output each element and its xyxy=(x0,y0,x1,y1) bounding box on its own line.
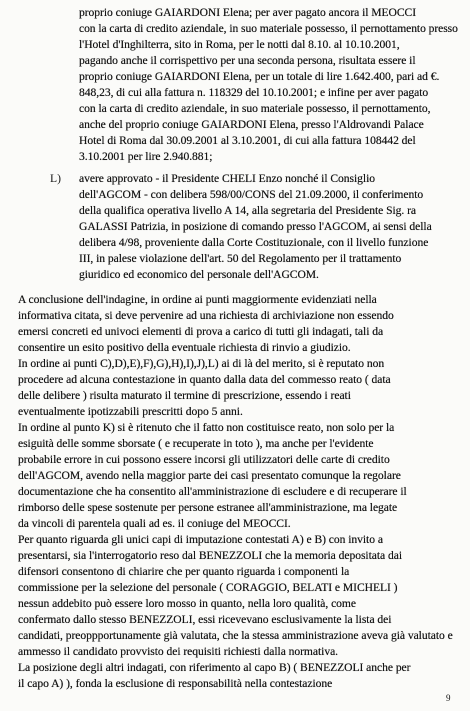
text-line: proprio coniuge GAIARDONI Elena, per un totale di lire 1.642.400, pari ad €. xyxy=(79,70,440,83)
text-line: eventualmente ipotizzabili prescritti dopo 5 anni. xyxy=(18,405,243,418)
text-line: dell'AGCOM, avendo nella maggior parte dei casi presentato comunque la regolare xyxy=(18,469,401,482)
text-line: La posizione degli altri indagati, con riferimento al capo B) ( BENEZZOLI anche per xyxy=(18,661,411,674)
text-line: da vincoli di parentela quali ad es. il coniuge del MEOCCI. xyxy=(18,517,291,530)
text-line: emersi concreti ed univoci elementi di prova a carico di tutti gli indagati, tali da xyxy=(18,325,384,338)
page-number: 9 xyxy=(446,693,451,703)
text-line: Hotel di Roma dal 30.09.2001 al 3.10.2001, di cui alla fattura 108442 del xyxy=(79,134,416,147)
text-line: A conclusione dell'indagine, in ordine ai punti maggiormente evidenziati nella xyxy=(18,293,377,306)
text-line: difensori consentono di chiarire che per quanto riguarda i componenti la xyxy=(18,565,350,578)
text-line: giuridico ed economico del personale dell'AGCOM. xyxy=(79,268,319,281)
text-line: consentire un esito positivo della eventuale richiesta di rinvio a giudizio. xyxy=(18,341,351,354)
text-line: candidati, preoppportunamente già valutata, che la stessa amministrazione aveva già valutato e xyxy=(18,629,453,642)
text-line: delibera 4/98, proveniente dalla Corte Costituzionale, con il livello funzione xyxy=(79,236,429,249)
text-line: GALASSI Patrizia, in posizione di comando presso l'AGCOM, ai sensi della xyxy=(79,220,432,233)
text-line: confermato dallo stesso BENEZZOLI, essi ricevevano esclusivamente la lista dei xyxy=(18,613,392,626)
text-line: ammesso il candidato provvisto dei requisiti richiesti dalla normativa. xyxy=(18,645,339,658)
text-line: 848,23, di cui alla fattura n. 118329 del 10.10.2001; e infine per aver pagato xyxy=(79,86,429,99)
text-line: commissione per la selezione del personale ( CORAGGIO, BELATI e MICHELI ) xyxy=(18,581,398,594)
text-line: esiguità delle somme sborsate ( e recuperate in toto ), ma anche per l'evidente xyxy=(18,437,374,450)
text-line: delle delibere ) risulta maturato il termine di prescrizione, essendo i reati xyxy=(18,389,351,402)
text-line: avere approvato - il Presidente CHELI Enzo nonché il Consiglio xyxy=(79,172,376,185)
text-line: l'Hotel d'Inghilterra, sito in Roma, per le notti dal 8.10. al 10.10.2001, xyxy=(79,38,400,51)
text-line: presentarsi, sia l'interrogatorio reso dal BENEZZOLI che la memoria depositata dai xyxy=(18,549,402,562)
text-line: proprio coniuge GAIARDONI Elena; per aver pagato ancora il MEOCCI xyxy=(79,6,417,19)
text-line: Per quanto riguarda gli unici capi di imputazione contestati A) e B) con invito a xyxy=(18,533,383,546)
text-line: pagando anche il corrispettivo per una seconda persona, risultata essere il xyxy=(79,54,416,67)
text-line: In ordine al punto K) si è ritenuto che il fatto non costituisce reato, non solo per la xyxy=(18,421,395,434)
text-line: nessun addebito può essere loro mosso in quanto, nella loro qualità, come xyxy=(18,597,356,610)
text-line: probabile errore in cui possono essere incorsi gli utilizzatori delle carte di credito xyxy=(18,453,390,466)
text-line: dell'AGCOM - con delibera 598/00/CONS del 21.09.2000, il conferimento xyxy=(79,188,424,201)
text-line: documentazione che ha consentito all'amministrazione di escludere e di recuperare il xyxy=(18,485,407,498)
text-line: della qualifica operativa livello A 14, alla segretaria del Presidente Sig. ra xyxy=(79,204,417,217)
text-line: 3.10.2001 per lire 2.940.881; xyxy=(79,150,213,163)
text-line: III, in palese violazione dell'art. 50 del Regolamento per il trattamento xyxy=(79,252,402,265)
text-line: con la carta di credito aziendale, in suo materiale possesso, il pernottamento, xyxy=(79,102,431,115)
text-line: con la carta di credito aziendale, in suo materiale possesso, il pernottamento presso xyxy=(79,22,458,35)
list-marker: L) xyxy=(50,172,61,185)
text-line: anche del proprio coniuge GAIARDONI Elena, presso l'Aldrovandi Palace xyxy=(79,118,424,131)
text-line: rimborso delle spese sostenute per persone estranee all'amministrazione, ma legate xyxy=(18,501,398,514)
text-line: il capo A) ), fonda la esclusione di responsabilità nella contestazione xyxy=(18,677,333,690)
text-line: In ordine ai punti C),D),E),F),G),H),I),J),L) ai di là del merito, si è reputato non xyxy=(18,357,385,370)
text-line: informativa citata, si deve pervenire ad una richiesta di archiviazione non essendo xyxy=(18,309,394,322)
text-line: procedere ad alcuna contestazione in quanto dalla data del commesso reato ( data xyxy=(18,373,391,386)
